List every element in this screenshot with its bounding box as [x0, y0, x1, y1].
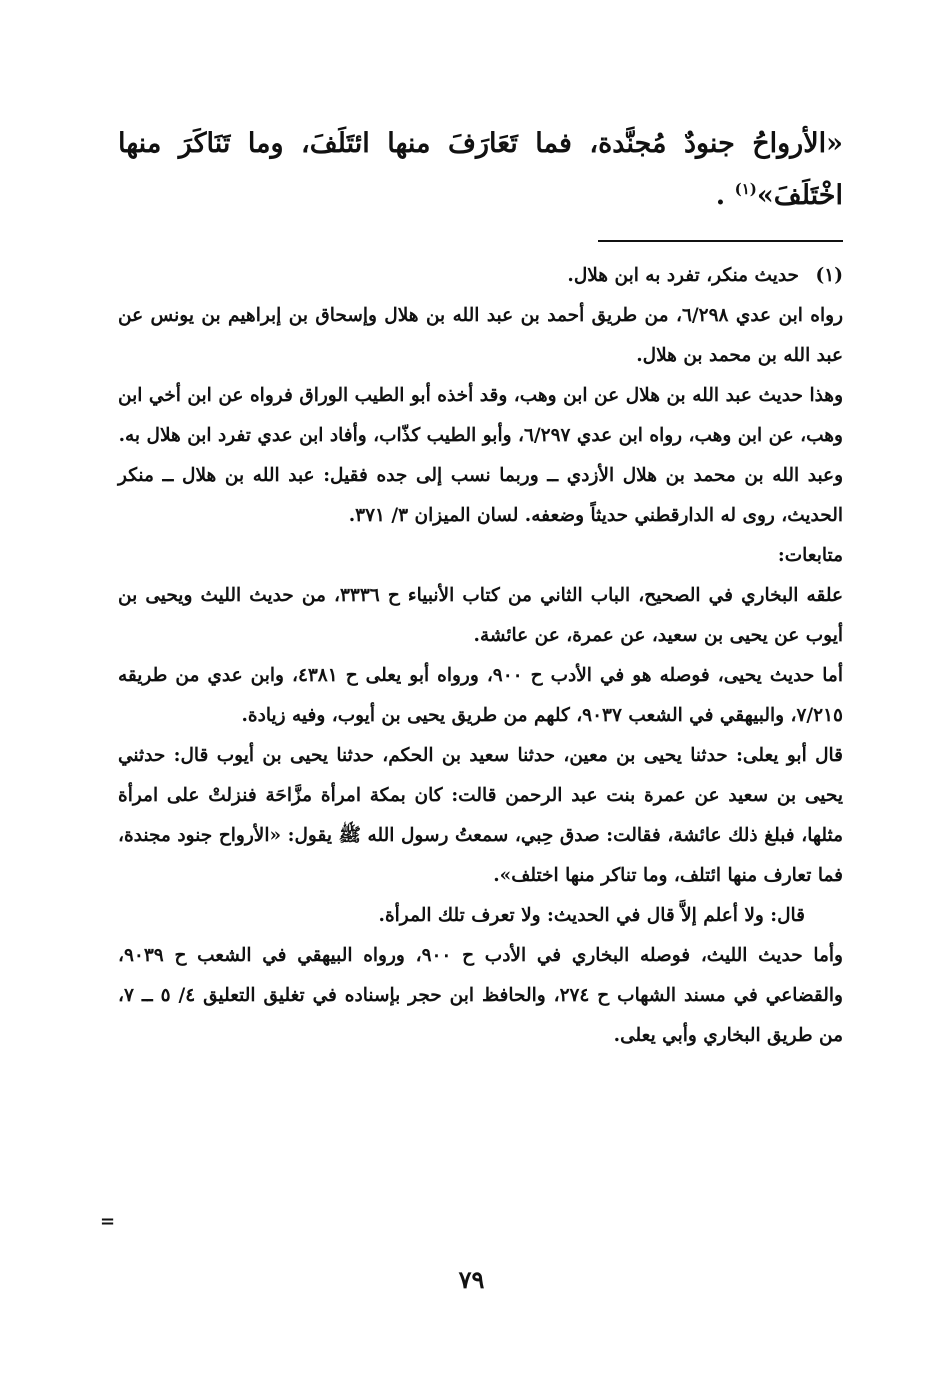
footnote-paragraph: أما حديث يحيى، فوصله هو في الأدب ح ٩٠٠، ورواه أبو يعلى ح ٤٣٨١، وابن عدي من طريقه ٧/٢١٥، والبيهقي في الشعب ٩٠٣٧، كلهم من طريق يحيى بن أيوب، وفيه زيادة. — [118, 665, 843, 726]
footnote-paragraph: علقه البخاري في الصحيح، الباب الثاني من كتاب الأنبياء ح ٣٣٣٦، من حديث الليث ويحيى بن أيوب عن يحيى بن سعيد، عن عمرة، عن عائشة. — [118, 585, 843, 646]
footnote-reference: (١) — [734, 180, 757, 198]
hadith-quote: «الأرواحُ جنودٌ مُجنَّدة، فما تَعَارَفَ منها ائتَلَفَ، وما تَنَاكَرَ منها اخْتَلَفَ» — [118, 128, 843, 211]
page-number: ٧٩ — [458, 1265, 485, 1294]
footnote-section — [118, 256, 843, 1056]
footnote-paragraph: وهذا حديث عبد الله بن هلال عن ابن وهب، وقد أخذه أبو الطيب الوراق فرواه عن ابن أخي ابن وهب، عن ابن وهب، رواه ابن عدي ٦/٢٩٧، وأبو الطيب كذّاب، وأفاد ابن عدي تفرد ابن هلال به. — [118, 385, 843, 446]
footnote-paragraph: رواه ابن عدي ٦/٢٩٨، من طريق أحمد بن عبد الله بن هلال وإسحاق بن إبراهيم بن يونس عن عبد الله بن محمد بن هلال. — [118, 305, 843, 366]
continuation-mark: = — [100, 1211, 116, 1232]
hadith-end-punctuation: . — [715, 180, 726, 211]
footnote-paragraph: قال: ولا أعلم إلاَّ قال في الحديث: ولا تعرف تلك المرأة. — [378, 905, 805, 926]
footnote-number: (١) — [815, 265, 843, 286]
footnote-separator — [598, 240, 843, 242]
footnote-paragraph: وأما حديث الليث، فوصله البخاري في الأدب ح ٩٠٠، ورواه البيهقي في الشعب ح ٩٠٣٩، والقضاعي في مسند الشهاب ح ٢٧٤، والحافظ ابن حجر بإسناده في تغليق التعليق ٤/ ٥ ــ ٧، من طريق البخاري وأبي يعلى. — [118, 945, 843, 1046]
hadith-text — [118, 118, 843, 222]
footnote-paragraph: حديث منكر، تفرد به ابن هلال. — [567, 265, 799, 286]
footnote-paragraph: قال أبو يعلى: حدثنا يحيى بن معين، حدثنا سعيد بن الحكم، حدثنا يحيى بن أيوب قال: حدثني يحيى بن سعيد عن عمرة بنت عبد الرحمن قالت: كان بمكة امرأة مزَّاحَة فنزلتْ على امرأة مثلها، فبلغ ذلك عائشة، فقالت: صدق حِبي، سمعتُ رسول الله ﷺ يقول: «الأرواح جنود مجندة، فما تعارف منها ائتلف، وما تناكر منها اختلف». — [118, 745, 843, 886]
footnote-subheading: متابعات: — [777, 545, 843, 566]
footnote-first-line — [118, 256, 843, 296]
footnote-paragraph: وعبد الله بن محمد بن هلال الأزدي ــ وربما نسب إلى جده فقيل: عبد الله بن هلال ــ منكر الحديث، روى له الدارقطني حديثاً وضعفه. لسان الميزان ٣/ ٣٧١. — [118, 465, 843, 526]
